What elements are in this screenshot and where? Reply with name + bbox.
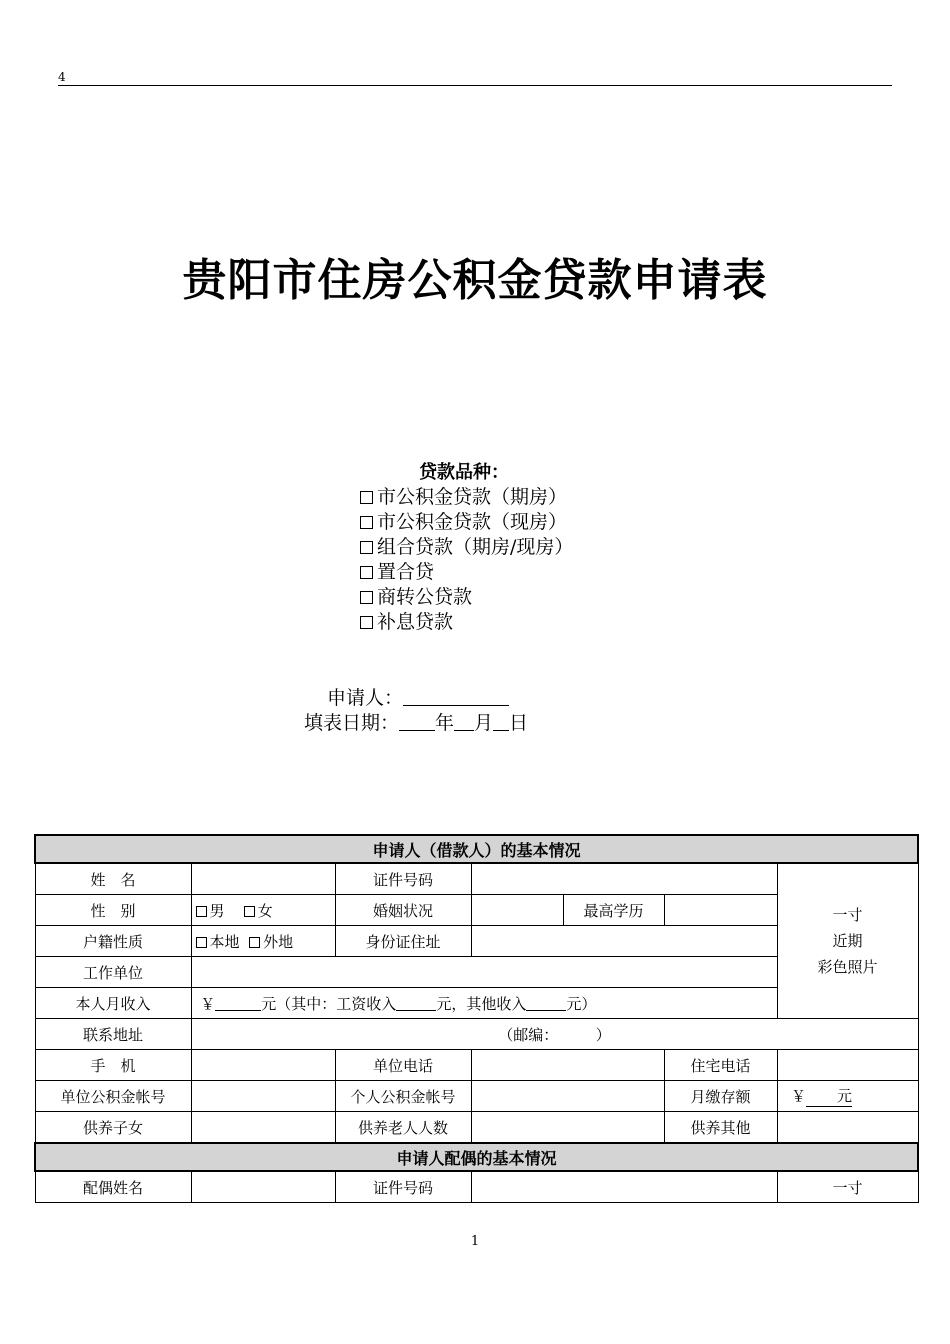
applicant-line (327, 685, 509, 711)
checkbox-icon[interactable] (360, 591, 373, 604)
label-name: 姓 名 (35, 863, 191, 895)
input-spouse-name[interactable] (191, 1171, 335, 1203)
income-total-blank[interactable] (215, 996, 261, 1011)
deposit-unit: 元 (837, 1087, 853, 1105)
label-spouse-id: 证件号码 (335, 1171, 471, 1203)
income-other-blank[interactable] (526, 996, 566, 1011)
label-id-address: 身份证住址 (335, 926, 471, 957)
label-others: 供养其他 (664, 1112, 777, 1144)
label-gender: 性 别 (35, 895, 191, 926)
input-unit-fund-acct[interactable] (191, 1081, 335, 1112)
photo-text-1: 一寸 (832, 906, 863, 924)
input-elderly[interactable] (471, 1112, 664, 1144)
input-children[interactable] (191, 1112, 335, 1144)
label-spouse-name: 配偶姓名 (35, 1171, 191, 1203)
input-name[interactable] (191, 863, 335, 895)
input-mobile[interactable] (191, 1050, 335, 1081)
label-household: 户籍性质 (35, 926, 191, 957)
label-elderly: 供养老人人数 (335, 1112, 471, 1144)
input-marital[interactable] (471, 895, 563, 926)
input-id-no[interactable] (471, 863, 777, 895)
household-options (191, 926, 335, 957)
label-children: 供养子女 (35, 1112, 191, 1144)
input-personal-fund-acct[interactable] (471, 1081, 664, 1112)
checkbox-icon[interactable] (196, 906, 207, 917)
gender-female: 女 (257, 901, 273, 920)
household-local: 本地 (209, 932, 240, 951)
input-address[interactable] (191, 1019, 918, 1050)
gender-male: 男 (209, 901, 225, 920)
label-income: 本人月收入 (35, 988, 191, 1019)
loan-type-list (360, 460, 573, 635)
footer-page-number: 1 (470, 1234, 480, 1249)
checkbox-icon[interactable] (196, 937, 207, 948)
date-label: 填表日期： (304, 712, 400, 734)
yen-sign: ￥ (791, 1087, 807, 1105)
loan-option-city-fund-existing[interactable]: 市公积金贷款（现房） (360, 510, 573, 535)
income-salary-blank[interactable] (396, 996, 436, 1011)
applicant-field[interactable] (403, 685, 509, 706)
section-applicant-title: 申请人（借款人）的基本情况 (35, 835, 918, 863)
date-line (304, 710, 528, 736)
section-applicant-header (35, 835, 918, 863)
table-row (35, 1019, 918, 1050)
photo-text-3: 彩色照片 (817, 958, 878, 976)
label-education: 最高学历 (563, 895, 664, 926)
label-mobile: 手 机 (35, 1050, 191, 1081)
document-title: 贵阳市住房公积金贷款申请表 (182, 255, 768, 306)
month-label: 月 (474, 712, 494, 734)
loan-option-interest-subsidy[interactable]: 补息贷款 (360, 610, 573, 635)
label-marital: 婚姻状况 (335, 895, 471, 926)
loan-type-heading: 贷款品种： (419, 462, 509, 483)
label-monthly-deposit: 月缴存额 (664, 1081, 777, 1112)
table-row (35, 1112, 918, 1144)
input-others[interactable] (777, 1112, 918, 1144)
input-home-phone[interactable] (777, 1050, 918, 1081)
day-field[interactable] (493, 710, 509, 731)
yen-sign: ￥ (200, 994, 216, 1013)
day-label: 日 (509, 712, 529, 734)
header-rule (58, 85, 892, 86)
application-form-table (34, 834, 919, 1203)
table-row (35, 1081, 918, 1112)
loan-option-zhihedai[interactable]: 置合贷 (360, 560, 573, 585)
photo-text-2: 近期 (832, 932, 863, 950)
checkbox-icon[interactable] (249, 937, 260, 948)
table-row (35, 863, 918, 895)
loan-option-city-fund-future[interactable]: 市公积金贷款（期房） (360, 485, 573, 510)
household-nonlocal: 外地 (263, 932, 294, 951)
spouse-photo-box[interactable]: 一寸 (777, 1171, 918, 1203)
input-education[interactable] (664, 895, 777, 926)
loan-option-combined[interactable]: 组合贷款（期房/现房） (360, 535, 573, 560)
label-home-phone: 住宅电话 (664, 1050, 777, 1081)
label-work-phone: 单位电话 (335, 1050, 471, 1081)
photo-box[interactable] (777, 863, 918, 1019)
income-text-3: 元） (566, 994, 597, 1013)
gender-options (191, 895, 335, 926)
income-text-2: 元，其他收入 (436, 994, 527, 1013)
month-field[interactable] (454, 710, 474, 731)
year-label: 年 (435, 712, 455, 734)
table-row (35, 1171, 918, 1203)
input-employer[interactable] (191, 957, 777, 988)
input-id-address[interactable] (471, 926, 777, 957)
checkbox-icon[interactable] (244, 906, 255, 917)
label-employer: 工作单位 (35, 957, 191, 988)
input-income[interactable] (191, 988, 777, 1019)
section-spouse-title: 申请人配偶的基本情况 (35, 1143, 918, 1171)
checkbox-icon[interactable] (360, 491, 373, 504)
label-unit-fund-acct: 单位公积金帐号 (35, 1081, 191, 1112)
input-spouse-id[interactable] (471, 1171, 777, 1203)
checkbox-icon[interactable] (360, 541, 373, 554)
checkbox-icon[interactable] (360, 616, 373, 629)
postcode-text: （邮编： ） (498, 1025, 611, 1044)
year-field[interactable] (399, 710, 435, 731)
label-personal-fund-acct: 个人公积金帐号 (335, 1081, 471, 1112)
table-row (35, 1050, 918, 1081)
loan-option-commercial-transfer[interactable]: 商转公贷款 (360, 585, 573, 610)
input-monthly-deposit[interactable] (777, 1081, 918, 1112)
header-page-number: 4 (58, 70, 66, 84)
deposit-blank[interactable] (806, 1085, 852, 1107)
input-work-phone[interactable] (471, 1050, 664, 1081)
label-address: 联系地址 (35, 1019, 191, 1050)
section-spouse-header (35, 1143, 918, 1171)
applicant-label: 申请人： (327, 687, 404, 709)
checkbox-icon[interactable] (360, 516, 373, 529)
checkbox-icon[interactable] (360, 566, 373, 579)
label-id-no: 证件号码 (335, 863, 471, 895)
income-text-1: 元（其中：工资收入 (261, 994, 397, 1013)
